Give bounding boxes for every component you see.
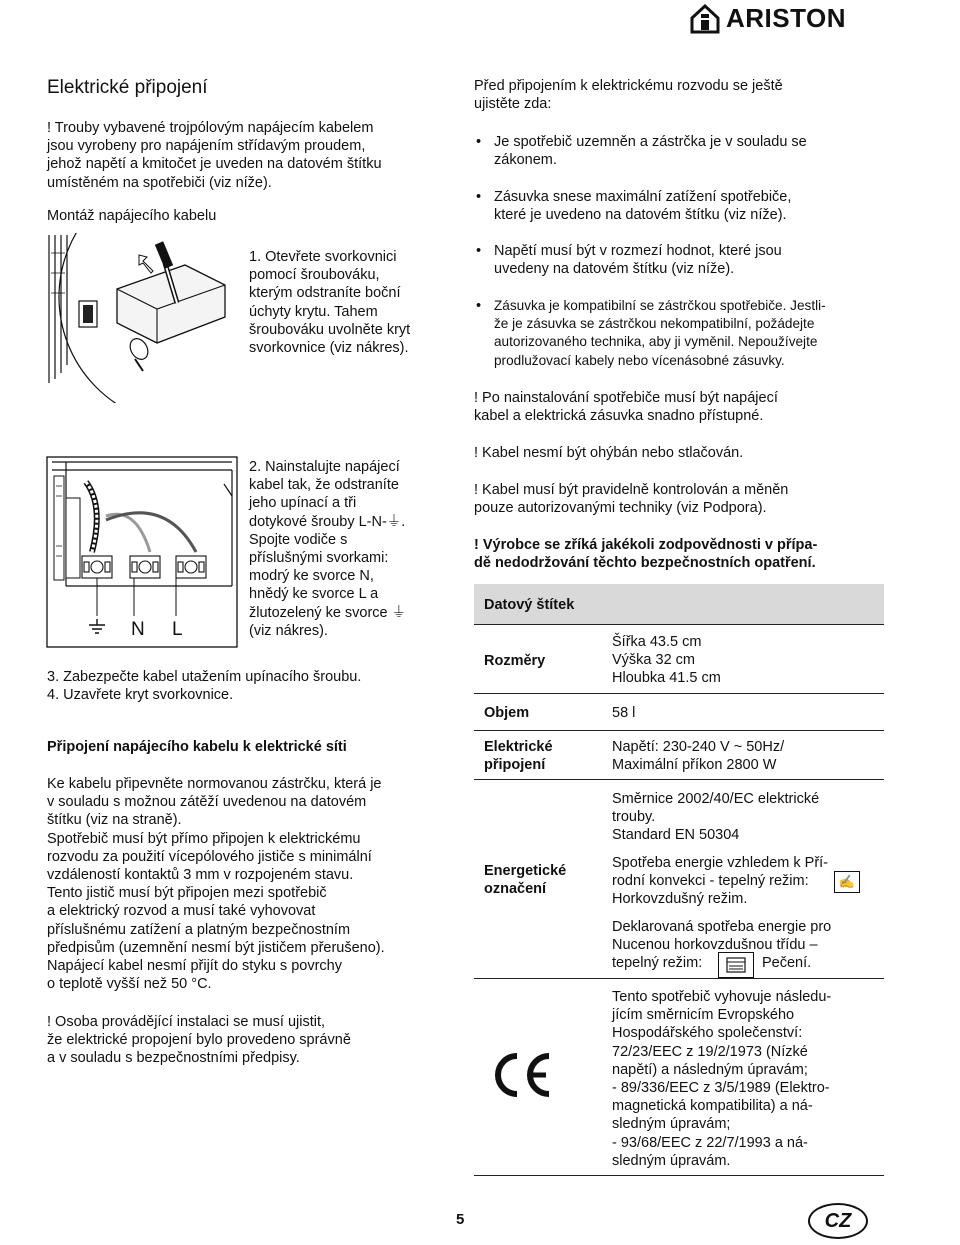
note-liability: ! Výrobce se zříká jakékoli zodpovědnosti v přípa- dě nedodržování těchto bezpečnostních opatření.: [474, 537, 818, 572]
row-value-volume: 58 l: [612, 705, 636, 721]
bullet-item: Je spotřebič uzemněn a zástrčka je v souladu se zákonem.: [494, 134, 807, 169]
step-2: 2. Nainstalujte napájecí kabel tak, že odstraníte jeho upínací a tři dotykové šrouby L-N-⏚. Spojte vodiče s příslušnými svorkami: modrý ke svorce N, hnědý ke svorce L a žlutozelený ke svorce ⏚ (viz nákres).: [249, 459, 407, 639]
table-divider: [474, 693, 884, 694]
label-l: L: [172, 619, 183, 640]
row-value-energy-directive: Směrnice 2002/40/EC elektrické trouby. Standard EN 50304: [612, 791, 820, 844]
step-4: 4. Uzavřete kryt svorkovnice.: [47, 687, 234, 703]
bake-mode-icon: [718, 952, 754, 978]
row-value-ce: Tento spotřebič vyhovuje následu- jícím směrnicím Evropského Hospodářského společenství: 72/23/EEC z 19/2/1973 (Nízké napětí) a následným úpravám; - 89/336/EEC z 3/5/1989 (Elektro- magnetická kompatibilita) a ná- sledným úpravám; - 93/68/EEC z 22/7/1993 a ná- sledným úpravám.: [612, 989, 832, 1169]
country-code: CZ: [824, 1210, 852, 1232]
row-value-energy-consumption: Spotřeba energie vzhledem k Pří- rodní konvekci - tepelný režim: Horkovzdušný režim.: [612, 855, 828, 908]
bullet-item: Zásuvka snese maximální zatížení spotřebiče, které je uvedeno na datovém štítku (viz níže).: [494, 189, 792, 224]
table-divider: [474, 1175, 884, 1176]
note-inspection: ! Kabel musí být pravidelně kontrolován a měněn pouze autorizovanými techniky (viz Podpora).: [474, 482, 789, 517]
step-1: 1. Otevřete svorkovnici pomocí šroubováku, kterým odstraníte boční úchyty krytu. Tahem šroubováku uvolněte kryt svorkovnice (viz nákres).: [249, 249, 411, 357]
section-title: Elektrické připojení: [47, 77, 208, 98]
brand-logo: [690, 3, 880, 35]
note-bending: ! Kabel nesmí být ohýbán nebo stlačován.: [474, 445, 744, 461]
bullet-item: Napětí musí být v rozmezí hodnot, které jsou uvedeny na datovém štítku (viz níže).: [494, 243, 782, 278]
table-divider: [474, 730, 884, 731]
connection-heading: Připojení napájecího kabelu k elektrické síti: [47, 739, 347, 755]
note-accessible: ! Po nainstalování spotřebiče musí být napájecí kabel a elektrická zásuvka snadno přístupné.: [474, 390, 778, 425]
table-divider: [474, 779, 884, 780]
intro-note: ! Trouby vybavené trojpólovým napájecím kabelem jsou vyrobeny pro napájením střídavým proudem, jehož napětí a kmitočet je uveden na datovém štítku umístěném na spotřebiči (viz níže).: [47, 120, 382, 191]
country-badge: [808, 1203, 868, 1239]
page-number: 5: [456, 1211, 465, 1228]
label-n: N: [131, 619, 145, 640]
fan-mode-icon: ✍: [834, 871, 860, 893]
house-logo-icon: [690, 4, 720, 34]
mount-heading: Montáž napájecího kabelu: [47, 208, 217, 224]
row-label-dimensions: Rozměry: [484, 653, 546, 669]
table-header-label: Datový štítek: [484, 597, 575, 613]
bullet-item: Zásuvka je kompatibilní se zástrčkou spotřebiče. Jestli- že je zásuvka se zástrčkou nekompatibilní, požádejte autorizovaného technika, aby ji vyměnil. Nepoužívejte prodlužovací kabely nebo vícenásobné zásuvky.: [494, 298, 826, 368]
row-value-dimensions: Šířka 43.5 cm Výška 32 cm Hloubka 41.5 cm: [612, 634, 721, 687]
row-label-volume: Objem: [484, 705, 530, 721]
row-label-electrical: Elektrické připojení: [484, 739, 553, 774]
ce-mark-icon: [490, 1050, 554, 1105]
bullet-dot: •: [476, 298, 482, 314]
row-value-energy-declared-end: Pečení.: [762, 955, 812, 971]
bullet-dot: •: [476, 243, 482, 259]
step-3: 3. Zabezpečte kabel utažením upínacího šroubu.: [47, 669, 362, 685]
table-divider: [474, 624, 884, 625]
before-text: Před připojením k elektrickému rozvodu se ještě ujistěte zda:: [474, 78, 783, 113]
bullet-dot: •: [476, 189, 482, 205]
table-divider: [474, 978, 884, 979]
connection-text: Ke kabelu připevněte normovanou zástrčku, která je v souladu s možnou zátěží uvedenou na datovém štítku (viz na straně). Spotřebič musí být přímo připojen k elektrickému rozvodu za použití vícepólového jističe s minimální vzdáleností kontaktů 3 mm v rozpojeném stavu. Tento jistič musí být připojen mezi spotřebič a elektrický rozvod a musí také vyhovovat příslušnému zatížení a platným bezpečnostním předpisům (uzemnění nesmí být jističem přerušeno). Napájecí kabel nesmí přijít do styku s povrchy o teplotě vyšší než 50 °C.: [47, 776, 385, 993]
installer-note: ! Osoba provádějící instalaci se musí ujistit, že elektrické propojení bylo provedeno správně a v souladu s bezpečnostními předpisy.: [47, 1014, 351, 1067]
brand-name: ARISTON: [726, 3, 847, 33]
row-value-energy-declared: Deklarovaná spotřeba energie pro Nucenou horkovzdušnou třídu – tepelný režim:: [612, 919, 832, 972]
row-label-energy: Energetické označení: [484, 863, 567, 898]
terminal-box-figure: [47, 233, 243, 403]
bullet-dot: •: [476, 134, 482, 150]
row-value-electrical: Napětí: 230-240 V ~ 50Hz/ Maximální příkon 2800 W: [612, 739, 785, 774]
